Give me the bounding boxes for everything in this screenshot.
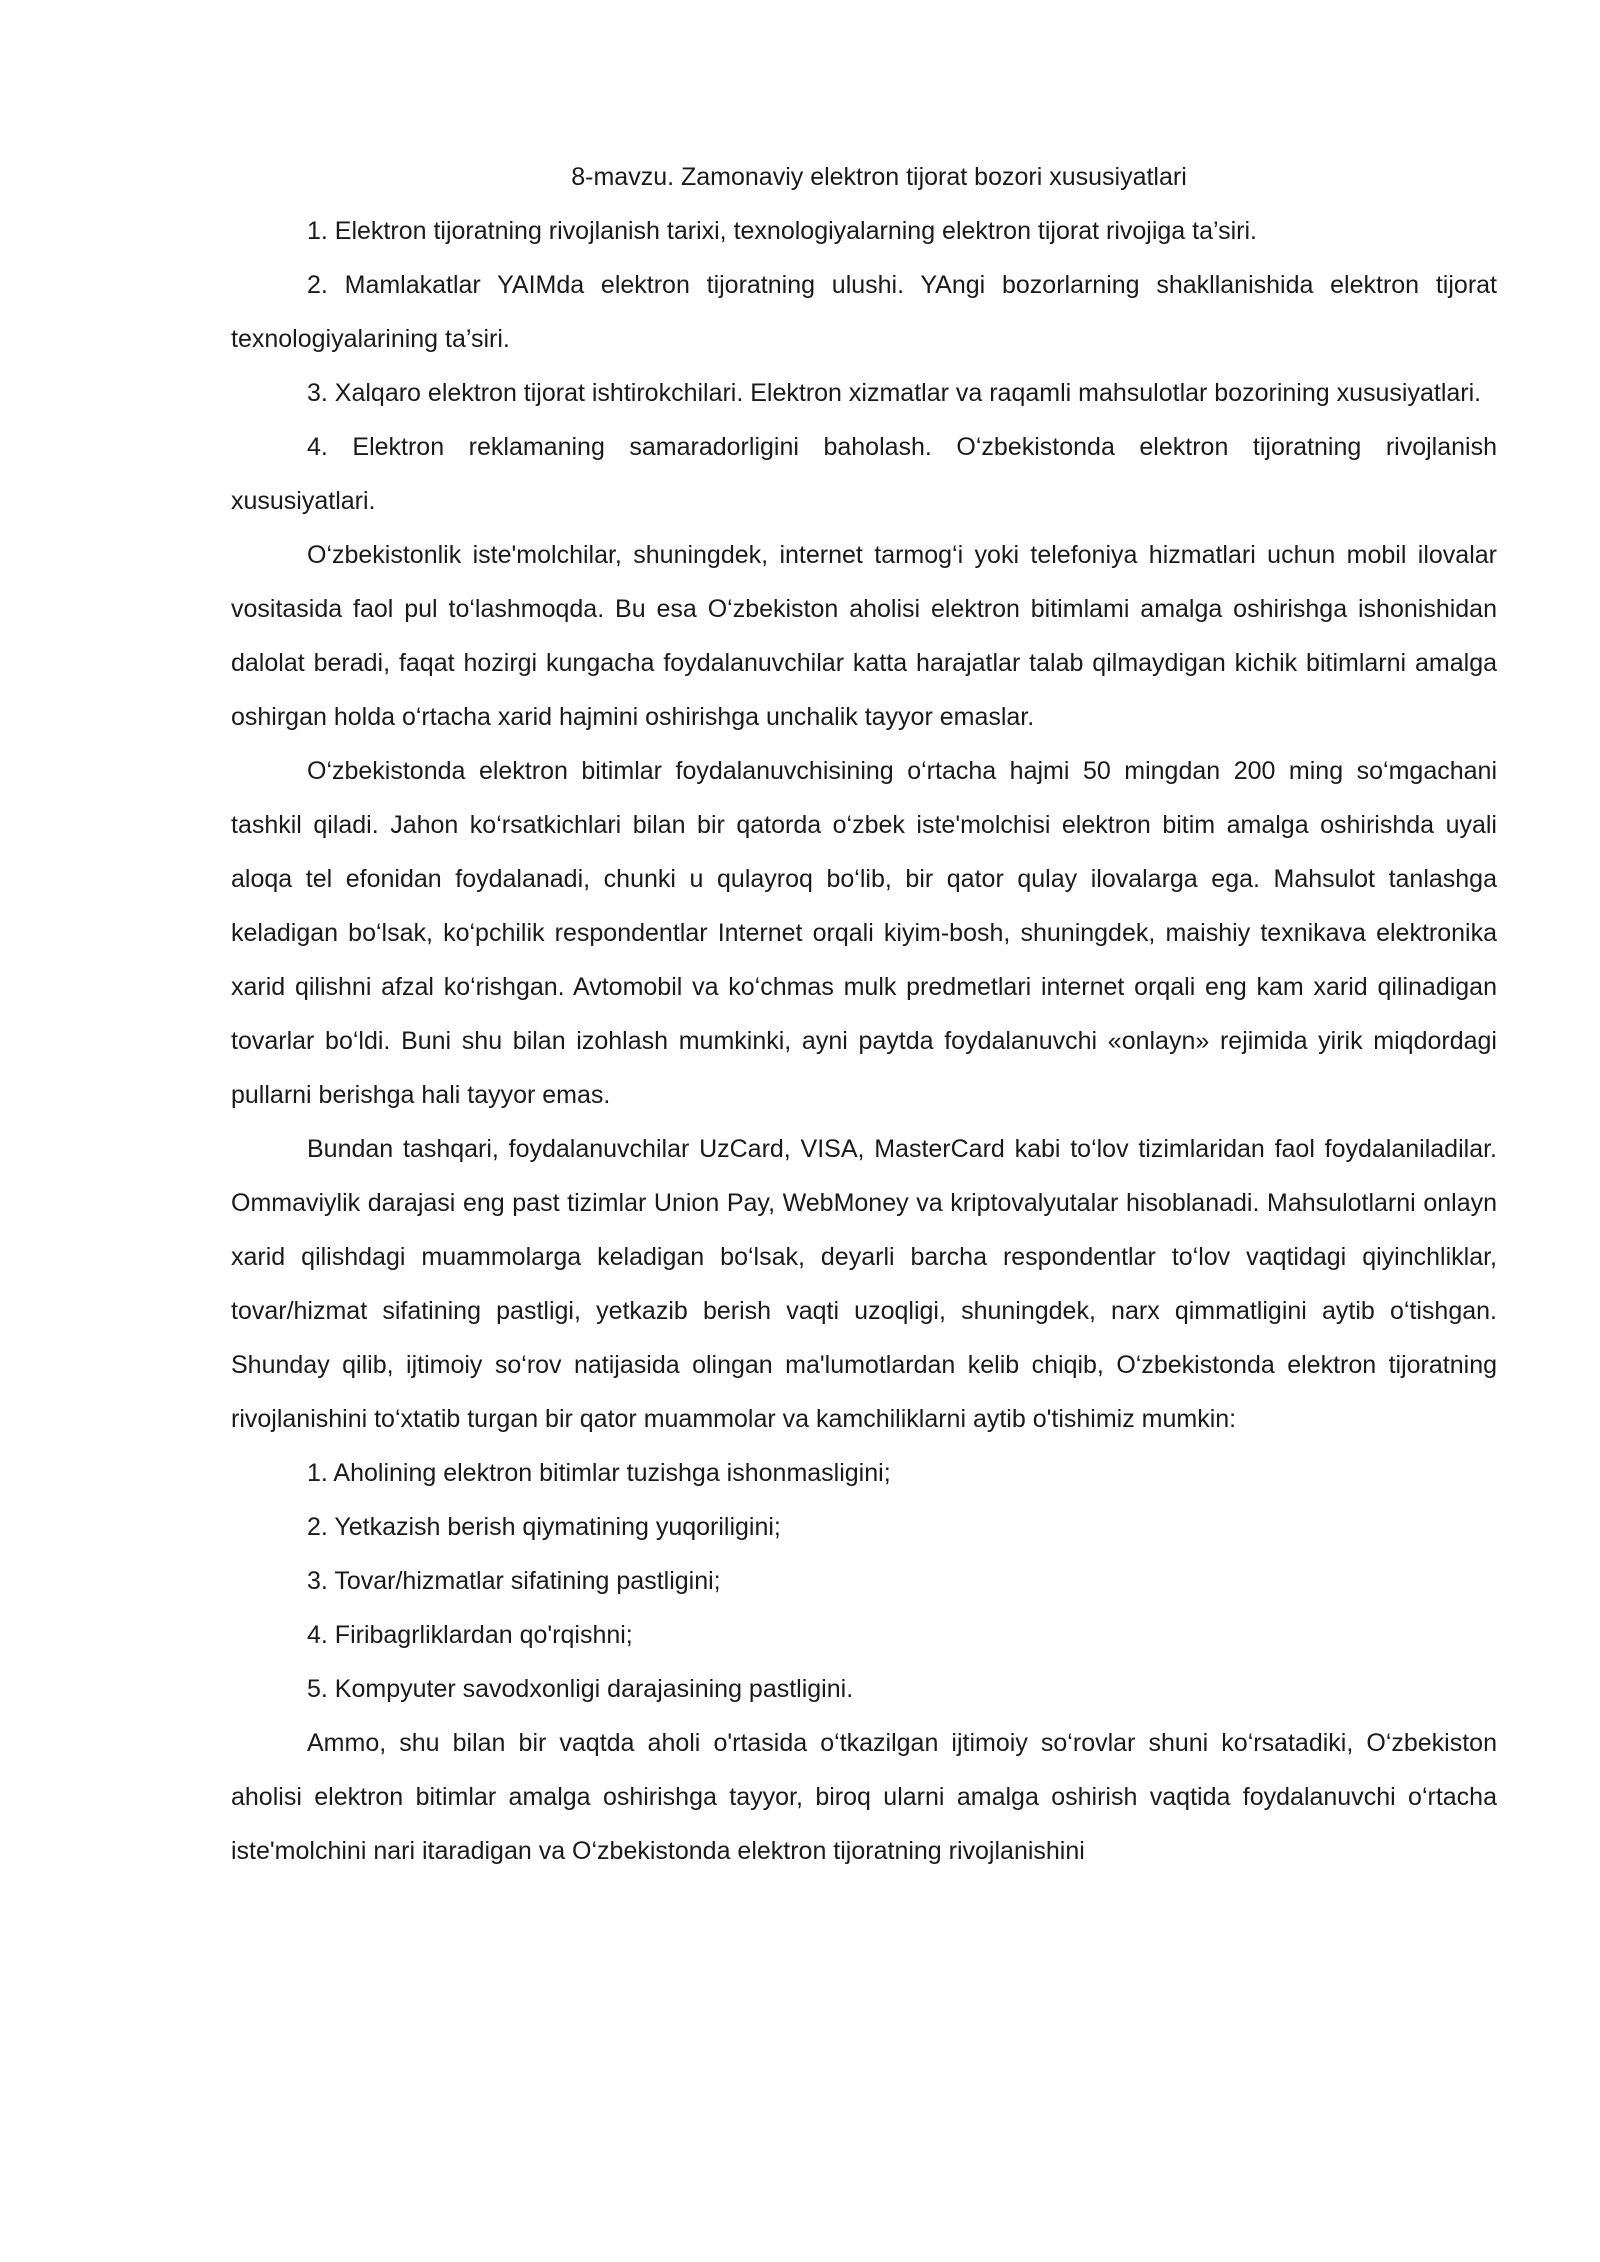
problem-list-item: 2. Yetkazish berish qiymatining yuqoriligini; (307, 1513, 781, 1541)
body-paragraph: O‘zbekistonda elektron bitimlar foydalanuvchisining o‘rtacha hajmi 50 mingdan 200 ming so‘mgachani tashkil qiladi. Jahon ko‘rsatkichlari bilan bir qatorda o‘zbek iste'molchisi elektron bitim amalga oshirishda uyali aloqa tel efonidan foydalanadi, chunki u qulayroq bo‘lib, bir qator qulay ilovalarga ega. Mahsulot tanlashga keladigan bo‘lsak, ko‘pchilik respondentlar Internet orqali kiyim-bosh, shuningdek, maishiy texnikava elektronika xarid qilishni afzal ko‘rishgan. Avtomobil va ko‘chmas mulk predmetlari internet orqali eng kam xarid qilinadigan tovarlar bo‘ldi. Buni shu bilan izohlash mumkinki, ayni paytda foydalanuvchi «onlayn» rejimida yirik miqdordagi pullarni berishga hali tayyor emas. (231, 757, 1497, 1109)
problem-list-item: 5. Kompyuter savodxonligi darajasining pastligini. (307, 1675, 854, 1703)
outline-item: 3. Xalqaro elektron tijorat ishtirokchilari. Elektron xizmatlar va raqamli mahsulotlar bozorining xususiyatlari. (307, 379, 1482, 407)
closing-paragraph: Ammo, shu bilan bir vaqtda aholi o'rtasida o‘tkazilgan ijtimoiy so‘rovlar shuni ko‘rsatadiki, O‘zbekiston aholisi elektron bitimlar amalga oshirishga tayyor, biroq ularni amalga oshirish vaqtida foydalanuvchi o‘rtacha iste'molchini nari itaradigan va O‘zbekistonda elektron tijoratning rivojlanishini (231, 1729, 1497, 1865)
document-title: 8-mavzu. Zamonaviy elektron tijorat bozori xususiyatlari (571, 163, 1187, 191)
problem-list-item: 1. Aholining elektron bitimlar tuzishga ishonmasligini; (307, 1459, 891, 1487)
problem-list-item: 4. Firibagrliklardan qo'rqishni; (307, 1621, 633, 1649)
outline-item: 4. Elektron reklamaning samaradorligini baholash. O‘zbekistonda elektron tijoratning rivojlanish xususiyatlari. (231, 433, 1497, 515)
problem-list-item: 3. Tovar/hizmatlar sifatining pastligini; (307, 1567, 721, 1595)
outline-item: 1. Elektron tijoratning rivojlanish tarixi, texnologiyalarning elektron tijorat rivojiga ta’siri. (307, 217, 1257, 245)
body-paragraph: Bundan tashqari, foydalanuvchilar UzCard, VISA, MasterCard kabi to‘lov tizimlaridan faol foydalaniladilar. Ommaviylik darajasi eng past tizimlar Union Pay, WebMoney va kriptovalyutalar hisoblanadi. Mahsulotlarni onlayn xarid qilishdagi muammolarga keladigan bo‘lsak, deyarli barcha respondentlar to‘lov vaqtidagi qiyinchliklar, tovar/hizmat sifatining pastligi, yetkazib berish vaqti uzoqligi, shuningdek, narx qimmatligini aytib o‘tishgan. Shunday qilib, ijtimoiy so‘rov natijasida olingan ma'lumotlardan kelib chiqib, O‘zbekistonda elektron tijoratning rivojlanishini to‘xtatib turgan bir qator muammolar va kamchiliklarni aytib o'tishimiz mumkin: (231, 1135, 1497, 1433)
body-paragraph: O‘zbekistonlik iste'molchilar, shuningdek, internet tarmog‘i yoki telefoniya hizmatlari uchun mobil ilovalar vositasida faol pul to‘lashmoqda. Bu esa O‘zbekiston aholisi elektron bitimlami amalga oshirishga ishonishidan dalolat beradi, faqat hozirgi kungacha foydalanuvchilar katta harajatlar talab qilmaydigan kichik bitimlarni amalga oshirgan holda o‘rtacha xarid hajmini oshirishga unchalik tayyor emaslar. (231, 541, 1497, 731)
outline-item: 2. Mamlakatlar YAIMda elektron tijoratning ulushi. YAngi bozorlarning shakllanishida elektron tijorat texnologiyalarining ta’siri. (231, 271, 1497, 353)
